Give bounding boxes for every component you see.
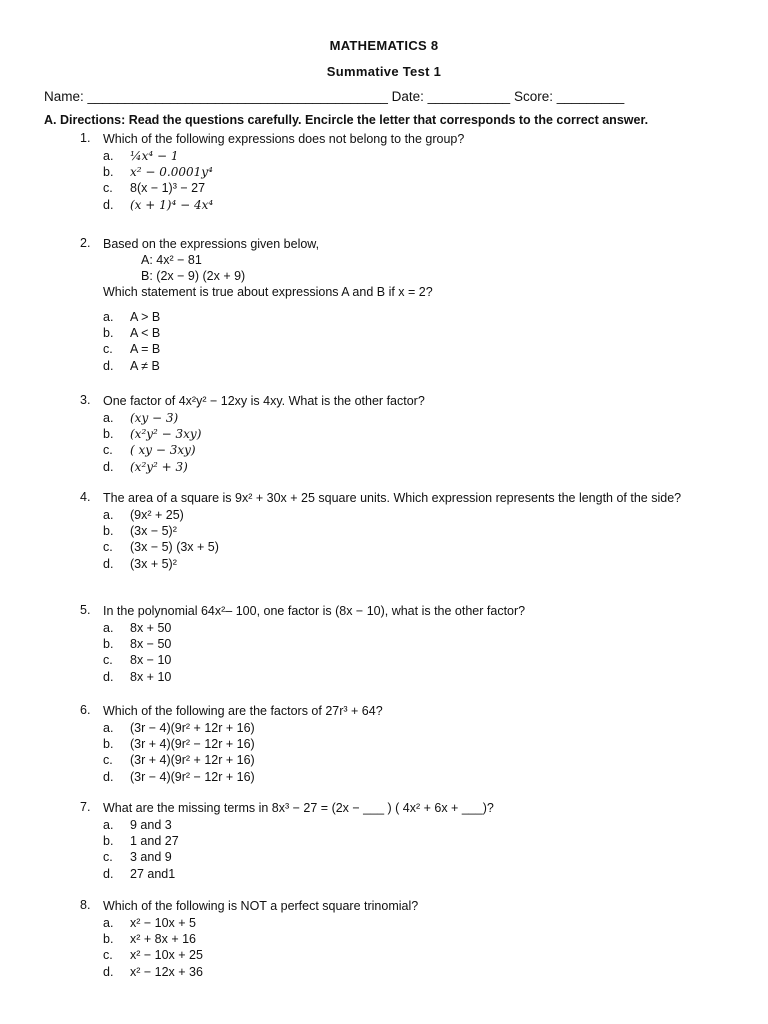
option-letter: b.	[103, 637, 114, 652]
expression-a: A: 4x² − 81	[141, 253, 202, 267]
option-text: A = B	[130, 342, 161, 357]
option-letter: a.	[103, 916, 114, 930]
question-stem: Which of the following is NOT a perfect square trinomial?	[103, 899, 419, 913]
option-d[interactable]	[103, 866, 730, 882]
options-list	[103, 309, 730, 374]
question-2	[80, 236, 730, 374]
option-letter: b.	[103, 834, 114, 849]
option-c[interactable]	[103, 752, 730, 768]
option-text: 8(x − 1)³ − 27	[130, 181, 206, 196]
question-6	[80, 703, 730, 785]
option-text: A < B	[130, 326, 161, 341]
question-stem: Based on the expressions given below,	[103, 237, 320, 251]
option-d[interactable]	[103, 769, 730, 785]
option-letter: a.	[103, 508, 114, 522]
option-letter: d.	[103, 197, 114, 212]
option-text: ¼x⁴ − 1	[130, 149, 179, 163]
option-text: A > B	[130, 310, 161, 324]
option-text: (x²y² − 3xy)	[130, 427, 202, 442]
question-5	[80, 603, 730, 685]
option-letter: d.	[103, 964, 114, 979]
question-number: 4.	[80, 490, 91, 504]
option-a[interactable]	[103, 148, 730, 164]
option-d[interactable]	[103, 964, 730, 980]
options-list	[103, 817, 730, 882]
option-letter: c.	[103, 342, 113, 357]
option-letter: d.	[103, 669, 114, 684]
option-letter: d.	[103, 556, 114, 571]
option-b[interactable]	[103, 426, 730, 442]
option-text: x² − 0.0001y⁴	[130, 165, 213, 180]
question-1	[80, 131, 730, 213]
option-text: (x²y² + 3)	[130, 459, 188, 474]
question-4	[80, 490, 730, 572]
option-text: (3x − 5) (3x + 5)	[130, 540, 219, 555]
question-stem: Which of the following are the factors of 27r³ + 64?	[103, 704, 383, 718]
option-letter: b.	[103, 427, 114, 442]
option-b[interactable]	[103, 736, 730, 752]
option-letter: a.	[103, 411, 114, 425]
option-a[interactable]	[103, 309, 730, 325]
option-letter: a.	[103, 621, 114, 635]
option-letter: c.	[103, 540, 113, 555]
option-d[interactable]	[103, 459, 730, 475]
question-number: 7.	[80, 800, 91, 814]
question-stem: The area of a square is 9x² + 30x + 25 square units. Which expression represents the length of the side?	[103, 491, 682, 505]
option-letter: d.	[103, 358, 114, 373]
option-d[interactable]	[103, 358, 730, 374]
option-letter: c.	[103, 948, 113, 963]
option-text: 8x − 10	[130, 653, 172, 668]
option-text: 8x + 50	[130, 621, 172, 635]
option-letter: b.	[103, 326, 114, 341]
name-date-score-line: Name: ________________________________________ Date: ___________ Score: _________	[44, 89, 625, 104]
expression-b: B: (2x − 9) (2x + 9)	[141, 269, 246, 283]
option-b[interactable]	[103, 325, 730, 341]
option-c[interactable]	[103, 341, 730, 357]
option-text: x² − 12x + 36	[130, 964, 203, 979]
option-letter: a.	[103, 310, 114, 324]
options-list	[103, 410, 730, 475]
options-list	[103, 720, 730, 785]
option-c[interactable]	[103, 539, 730, 555]
option-text: (3r − 4)(9r² + 12r + 16)	[130, 721, 255, 735]
directions: A. Directions: Read the questions carefully. Encircle the letter that corresponds to the correct answer.	[44, 113, 649, 127]
option-b[interactable]	[103, 636, 730, 652]
page-title: MATHEMATICS 8	[329, 38, 439, 53]
option-a[interactable]	[103, 410, 730, 426]
question-number: 2.	[80, 236, 91, 250]
option-text: (3r + 4)(9r² − 12r + 16)	[130, 737, 255, 752]
option-d[interactable]	[103, 669, 730, 685]
option-text: ( xy − 3xy)	[130, 443, 196, 458]
option-text: (x + 1)⁴ − 4x⁴	[130, 197, 214, 212]
option-text: (3x − 5)²	[130, 524, 177, 539]
option-letter: b.	[103, 737, 114, 752]
option-text: x² − 10x + 5	[130, 916, 197, 930]
option-text: (xy − 3)	[130, 411, 179, 425]
option-text: 27 and1	[130, 866, 176, 881]
question-stem: In the polynomial 64x²– 100, one factor is (8x − 10), what is the other factor?	[103, 604, 526, 618]
option-text: (3r + 4)(9r² + 12r + 16)	[130, 753, 255, 768]
question-stem-continued: Which statement is true about expressions A and B if x = 2?	[103, 285, 433, 299]
option-c[interactable]	[103, 180, 730, 196]
option-text: (3x + 5)²	[130, 556, 177, 571]
option-text: 3 and 9	[130, 850, 172, 865]
option-text: 1 and 27	[130, 834, 179, 849]
options-list	[103, 620, 730, 685]
option-letter: a.	[103, 721, 114, 735]
question-stem: Which of the following expressions does not belong to the group?	[103, 132, 465, 146]
option-b[interactable]	[103, 164, 730, 180]
option-d[interactable]	[103, 197, 730, 213]
option-a[interactable]	[103, 817, 730, 833]
option-a[interactable]	[103, 507, 730, 523]
option-text: A ≠ B	[130, 358, 160, 373]
option-text: (3r − 4)(9r² − 12r + 16)	[130, 769, 255, 784]
option-text: x² + 8x + 16	[130, 932, 197, 947]
option-a[interactable]	[103, 720, 730, 736]
option-c[interactable]	[103, 849, 730, 865]
question-3	[80, 393, 730, 475]
option-text: 8x + 10	[130, 669, 172, 684]
option-letter: c.	[103, 443, 113, 458]
option-letter: a.	[103, 149, 114, 163]
options-list	[103, 148, 730, 213]
option-d[interactable]	[103, 556, 730, 572]
option-letter: b.	[103, 524, 114, 539]
option-b[interactable]	[103, 931, 730, 947]
option-letter: a.	[103, 818, 114, 832]
option-text: (9x² + 25)	[130, 508, 184, 522]
option-a[interactable]	[103, 915, 730, 931]
option-letter: b.	[103, 165, 114, 180]
option-letter: b.	[103, 932, 114, 947]
option-letter: c.	[103, 653, 113, 668]
option-text: 8x − 50	[130, 637, 172, 652]
page-subtitle: Summative Test 1	[326, 64, 442, 79]
option-b[interactable]	[103, 523, 730, 539]
option-letter: d.	[103, 459, 114, 474]
question-number: 8.	[80, 898, 91, 912]
question-8	[80, 898, 730, 980]
question-7	[80, 800, 730, 882]
question-number: 1.	[80, 131, 91, 145]
option-b[interactable]	[103, 833, 730, 849]
question-number: 3.	[80, 393, 91, 407]
options-list	[103, 507, 730, 572]
options-list	[103, 915, 730, 980]
option-letter: c.	[103, 850, 113, 865]
question-number: 6.	[80, 703, 91, 717]
option-text: x² − 10x + 25	[130, 948, 203, 963]
option-c[interactable]	[103, 442, 730, 458]
option-letter: c.	[103, 753, 113, 768]
question-stem: One factor of 4x²y² − 12xy is 4xy. What is the other factor?	[103, 394, 425, 408]
question-stem: What are the missing terms in 8x³ − 27 = (2x − ___ ) ( 4x² + 6x + ___)?	[103, 801, 494, 815]
option-letter: d.	[103, 866, 114, 881]
option-c[interactable]	[103, 652, 730, 668]
option-letter: d.	[103, 769, 114, 784]
option-c[interactable]	[103, 947, 730, 963]
option-a[interactable]	[103, 620, 730, 636]
question-number: 5.	[80, 603, 91, 617]
option-letter: c.	[103, 181, 113, 196]
option-text: 9 and 3	[130, 818, 172, 832]
